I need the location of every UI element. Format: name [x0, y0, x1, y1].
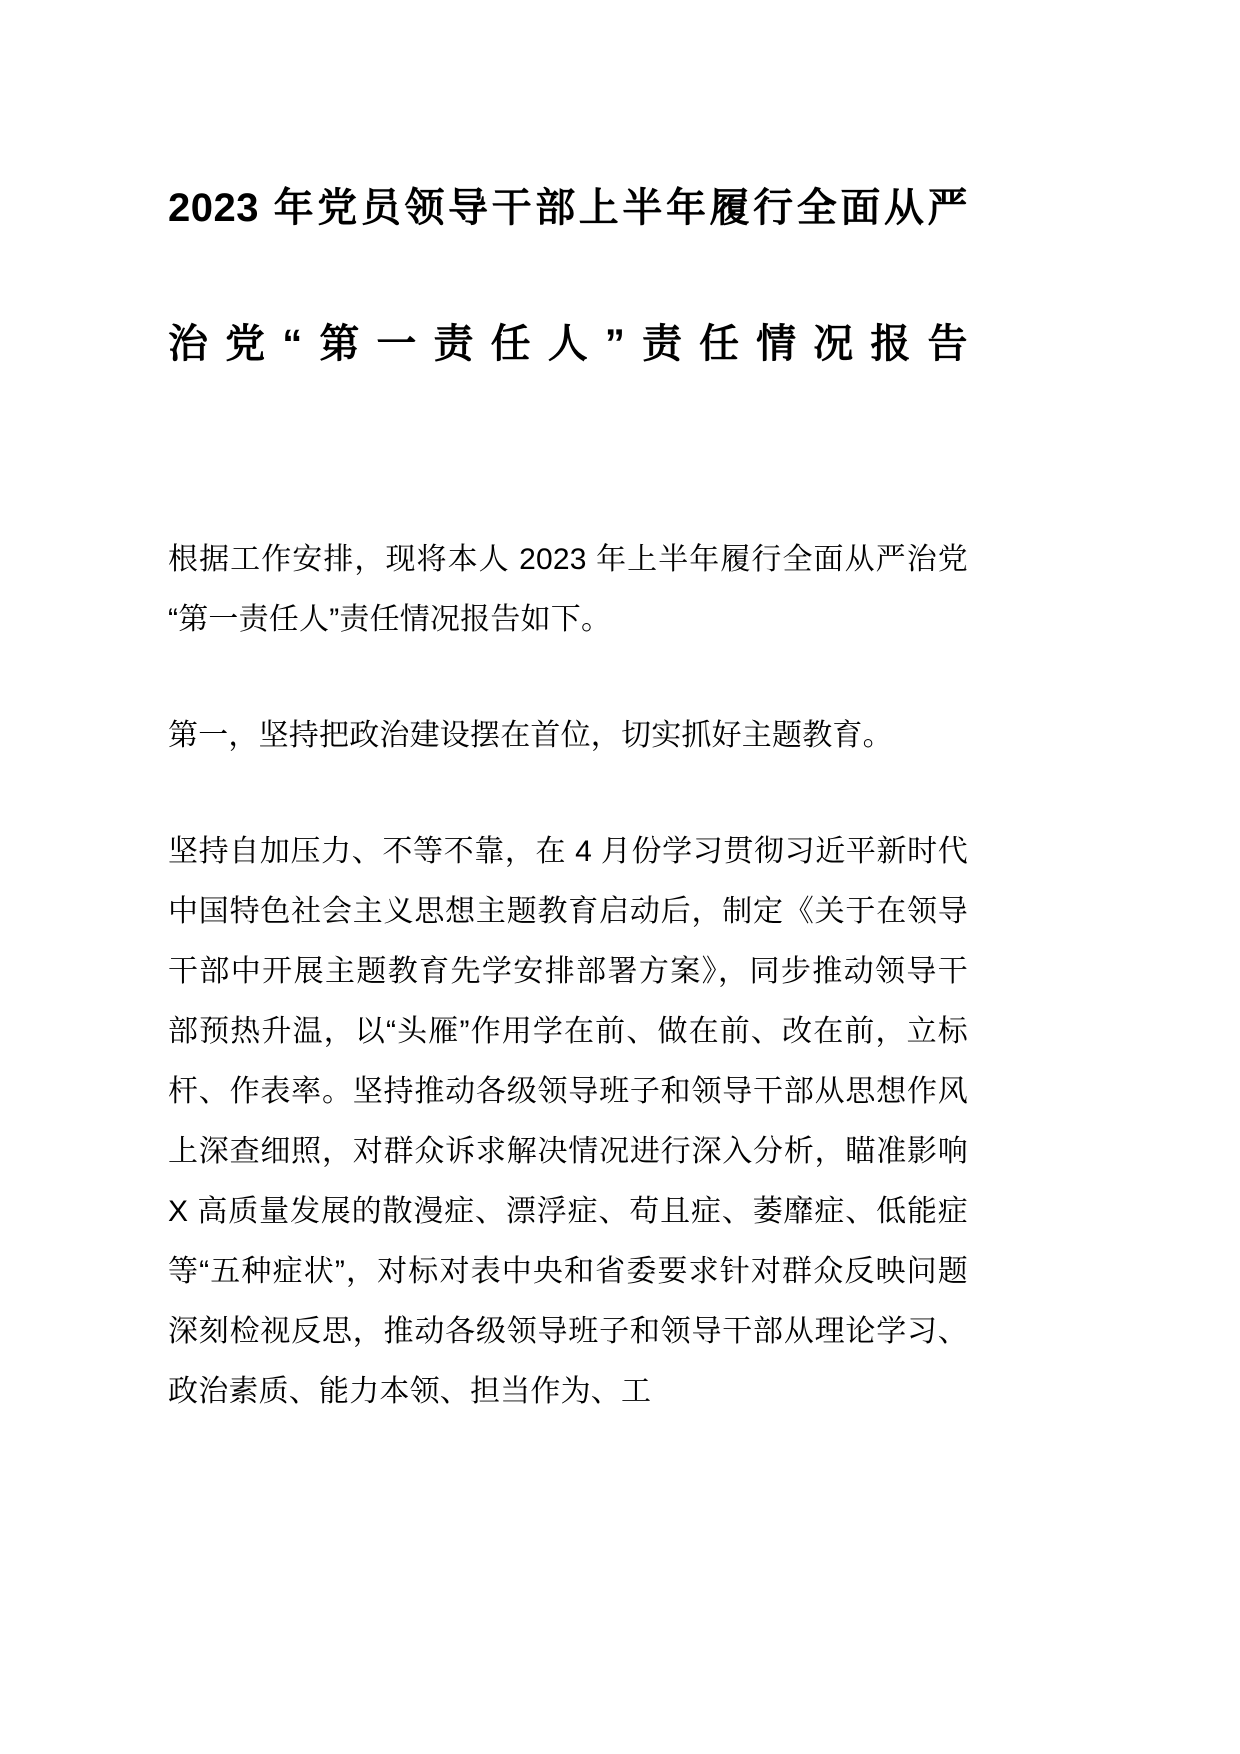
page-title-line-1: 2023 年党员领导干部上半年履行全面从严	[168, 186, 968, 230]
page-title-line-2: 治党“第一责任人”责任情况报告	[168, 322, 968, 366]
document-title-block	[168, 140, 968, 412]
paragraph-intro: 根据工作安排，现将本人 2023 年上半年履行全面从严治党“第一责任人”责任情况报告如下。	[168, 543, 968, 636]
paragraph-section-one-body: 坚持自加压力、不等不靠，在 4 月份学习贯彻习近平新时代中国特色社会主义思想主题教育启动后，制定《关于在领导干部中开展主题教育先学安排部署方案》，同步推动领导干部预热升温，以“头雁”作用学在前、做在前、改在前，立标杆、作表率。坚持推动各级领导班子和领导干部从思想作风上深查细照，对群众诉求解决情况进行深入分析，瞄准影响 X 高质量发展的散漫症、漂浮症、苟且症、萎靡症、低能症等“五种症状”，对标对表中央和省委要求针对群众反映问题深刻检视反思，推动各级领导班子和领导干部从理论学习、政治素质、能力本领、担当作为、工	[168, 835, 968, 1408]
paragraph-section-one-heading: 第一，坚持把政治建设摆在首位，切实抓好主题教育。	[168, 719, 893, 752]
page-title	[168, 140, 968, 412]
document-body	[168, 530, 968, 1422]
document-content-column	[168, 0, 968, 1422]
